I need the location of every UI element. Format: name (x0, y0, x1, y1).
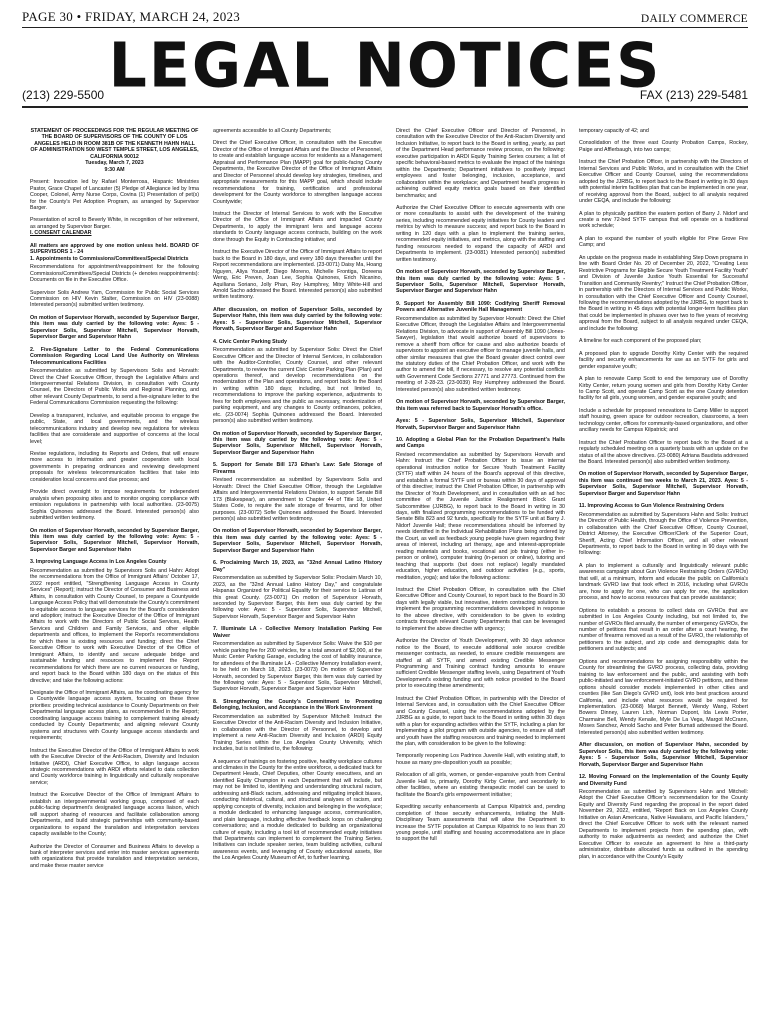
paragraph: A sequence of trainings on fostering positive, healthy workplace cultures and climates in the County for the entire workforce, a dedicated track for Department Heads, Chief Deputies, other County executives, and an identified Equity Champion in each Department that will include, but may not be limited to, identifying and understanding structural racism, addressing anti-Black racism, addressing and mitigating implicit biases, conducting historical, cultural, and structural analyses of racism, and applying concepts of diversity, inclusion and belonging in the workplace; a module dedicated to enhancing language access, communication, and plain language, including effective feedback loops on challenging conversations; and a module dedicated to building an organizational culture of equity, including a tool kit of recommended equity initiatives that Departments can implement to complement the Training Series. Initiatives can include speaker series, team building activities, cultural awareness events, and leveraging of County educational assets, like the Los Angeles County Museum of Art, to further learning. (213, 758, 382, 862)
paragraph: Designate the Office of Immigrant Affairs, as the coordinating agency for a Countywide language access system, focusing on these three priorities: providing technical assistance to County Departments on their Departmental language access plans, as recommended in the Report; coordinating language access training to complement training already conducted by County Departments; and aligning relevant County systems and structures with County language access standards and requirements; (30, 689, 199, 742)
paragraph: temporary capacity of 42; and (579, 128, 649, 134)
paragraph: Relocation of all girls, women, or gender-expansive youth from Central Juvenile Hall to, primarily, Dorothy Kirby Center, and secondarily to other facilities, where an existing therapeutic model can be used to facilitate the Board's girls empowerment initiative; (396, 772, 565, 798)
paragraph: Recommendation as submitted by Supervisor Solis: Waive the $10 per vehicle parking fee for 200 vehicles, for a total amount of $2,000, at the Music Center Parking Garage, excluding the cost of liability insurance, for attendees of the Illuminate LA - Collective Memory Installation event, to be held on March 18, 2023. (23-0073) On motion of Supervisor Horvath, seconded by Supervisor Barger, this item was duly carried by the following vote: Ayes: 5 - Supervisor Solis, Supervisor Mitchell, Supervisor Horvath, Supervisor Barger and Supervisor Hahn (213, 641, 382, 693)
fax-number: FAX (213) 229-5481 (639, 88, 748, 102)
column-4 (579, 128, 748, 1016)
vote-record: On motion of Supervisor Horvath, seconded by Supervisor Barger, this item was duly carried by the following vote: Ayes: 5 - Supervisor Solis, Supervisor Mitchell, Supervisor Horvath, Supervisor Barger and Supervisor Hahn (213, 430, 382, 456)
paragraph: An update on the progress made in establishing Step Down programs in line with Board Order No. 20 of December 20, 2022, "Creating Less Restrictive Programs for Eligible Secure Youth Treatment Facility Youth" and Division of Juvenile Justice Youth Essential for Successful Transition and Community Reentry;" Instruct the Chief Probation Officer, in partnership with the Directors of Internal Services and Public Works, in consultation with the Chief Executive Officer and County Counsel, following the recommendations adopted by the JJRBG, to report back to the Board in writing in 45 days with potential longer-term facilities plan that could be implemented in phases over two to five years of receiving approval from the Board, subject to all analysis required under CEQA, and include the following: (579, 254, 748, 332)
paragraph: Recommendation as submitted by Supervisors Hahn and Solis: Instruct the Director of Public Health, through the Office of Violence Prevention, in collaboration with the Chief Executive Officer, County Counsel, District Attorney, the Executive Officer/Clerk of the Superior Court, Sheriff, Acting Chief Information Officer, and all other relevant Departments, to report back to the Board in writing in 90 days with the following: (579, 511, 748, 557)
paragraph: Include a schedule for proposed renovations to Camp Miller to support staff housing, green space for outdoor recreation, classrooms, a teen technology center, offices for community-based organizations, and other ancillary needs for Campus Kilpatrick; and (579, 407, 748, 434)
paragraph: Instruct the Chief Probation Officer to report back to the Board at a regularly scheduled meeting on a quarterly basis with an update on the status of all the above directives. (23-0080) Adriana Baudista addressed the Board. Interested person(s) also submitted written testimony. (579, 439, 748, 466)
paragraph: Recommendation as submitted by Supervisor Mitchell: Instruct the Executive Director of the Anti-Racism Diversity and Inclusion Initiative, in collaboration with the Director of Personnel, to develop and implement a new Anti-Racism Diversity and Inclusion (ARDI) Equity Training Series within the Los Angeles County University, which includes, but is not limited to, the following: (213, 713, 382, 753)
paragraph: Authorize the Director of Consumer and Business Affairs to develop a bank of interpreter services and enter into master services agreements with organizations that provide translation and interpretation services, and make these master service (30, 843, 199, 869)
paragraph: Recommendation as submitted by Supervisors Solis and Horvath: Direct the Chief Executive Officer, through the Legislative Affairs and Intergovernmental Relations Division, in consultation with County Counsel, the Directors of Public Works and Regional Planning, and other relevant County Departments, to send a five-signature letter to the Federal Communications Commission requesting the following: (30, 368, 199, 407)
item-heading: 1. Appointments to Commissions/Committees/Special Districts (30, 255, 189, 262)
column-1 (30, 128, 199, 1016)
paragraph: All matters are approved by one motion unless held. BOARD OF SUPERVISORS 1 - 24 (30, 242, 199, 256)
paragraph: Instruct the Chief Probation Officer, in consultation with the Chief Executive Officer and County Counsel, to report back to the Board in 30 days with legally viable, but innovative, interim contracting solutions to implement the programming recommendations developed in response to the above directive, with consideration to be given to existing contracts through relevant County Departments that can be leveraged to implement the above directive with urgency; (396, 587, 565, 632)
item-heading: 3. Improving Language Access in Los Angeles County (30, 559, 167, 566)
paragraph: A plan to implement a culturally and linguistically relevant public awareness campaign about Gun Violence Restraining Orders (GVROs) that will, at a minimum, inform and educate the public on California's landmark GVRO law that took effect in 2016, including what GVROs are, how to apply for one, who can apply for one, the application process, and how to access resources that can provide assistance; (579, 562, 748, 602)
paragraph: Revise regulations, including its Reports and Orders, that will ensure more access to information and greater cooperation with local governments in preparing ordinances and reviewing development proposals for wireless telecommunication facilities that take into consideration local concerns and due process; and (30, 451, 199, 483)
paragraph: A plan to renovate Camp Scott to end the temporary use of Dorothy Kirby Center, return young women and girls from Dorothy Kirby Center to Camp Scott, and operate Camp Scott as the one County detention facility for all girls, young women, and gender expansive youth; and (579, 376, 748, 402)
section-title: LEGAL NOTICES (108, 30, 662, 102)
paragraph: Temporarily reopening Los Padrinos Juvenile Hall, with existing staff, to house as many pre-disposition youth as possible; (396, 753, 565, 766)
paragraph: Instruct the Executive Director of the Office of Immigrant Affairs to establish an intergovernmental working group, composed of each public-facing department's designated language access liaison, which will support sharing of resources and facilitate collaboration among Departments, and build strategic partnerships with community-based organizations to expand the translation and interpretation services capacity available to the County; (30, 792, 199, 838)
consent-calendar-heading: I. CONSENT CALENDAR (30, 230, 92, 237)
paragraph: Options and recommendations for assigning responsibility within the County for streamlining the GVRO process, collecting data, providing training to law enforcement and the public, and assisting with both public-initiated and law enforcement-initiated GVRO petitions, and these options should consider models implemented in other cities and counties (like San Diego's GVRO unit), look into best practices around California, and include what resources would be required for implementation. (23-0068) Margot Bennett, Wendy Wang, Robert Bowers Dinney, Lauren Lich, Norman Dupont, Ida Lewis Porter, Charmaine Bell, Wendy Kenaile, Myle De La Vega, Margot McCrann, Moses Sanchez, Arnold Sacho and Peter Bumati addressed the Board. Interested person(s) also submitted written testimony. (579, 658, 748, 736)
paragraph: Recommendation as submitted by Supervisor Solis: Direct the Chief Executive Officer and the Director of Internal Services, in collaboration with the Auditor-Controller, County Counsel, and other relevant Departments, to review the current Civic Center Parking Plan (Plan) and operations thereof, and develop recommendations on the modernization of the Plan and operations, and report back to the Board in writing within 180 days; including, but not limited to, recommendations to improve the parking experience, adjustments to fees for both employees and the public as necessary, modernization of parking equipment, and any changes to County ordinances, policies, etc. (23-0074) Sophia Quinones addressed the Board. Interested person(s) also submitted written testimony. (213, 347, 382, 425)
paragraph: Revised recommendation as submitted by Supervisors Horvath and Hahn: Instruct the Chief Probation Officer to issue an internal operational instruction notice for Secure Youth Treatment Facility (SYTF) staff within 24 hours of the Board's approval of this directive, and establish a formal SYTF unit or bureau within 30 days of approval of this directive; instruct the Chief Probation Officer, in partnership with the Director of Youth Development, and in consultation with an ad hoc committee of the Juvenile Justice Realignment Block Grant Subcommittee (JJRBG), to report back to the Board in writing in 30 days, with finalized programming recommendations to be funded with Senate Bills 823 and 92 funds, specifically for the SYTF unit at Barry J. Nidorf Juvenile Hall; these recommendations should be informed by needs identified in the Individual Rehabilitation Plans being ordered by the Court, as well as feedback young people have given regarding their areas of interest, including art therapy, age and interest-appropriate reading materials and books, vocational and job training (either in-person or online), computer training (in-person or online), tutoring and teaching that supports (but does not replace) legally mandated education, higher education, and outdoor activities (e.g., sports, meditation, yoga); and take the following actions: (396, 451, 565, 581)
item-heading: 8. Strengthening the County's Commitment to Promoting Belonging, Inclusion, and Acceptance in the Work Environment (213, 698, 382, 712)
item-heading: 6. Proclaiming March 19, 2023, as "32nd Annual Latino History Day" (213, 560, 382, 573)
paragraph: Present: Invocation led by Rafael Monterrosa, Hispanic Ministries Pastor, Grace Chapel of Lancaster (5) Pledge of Allegiance led by Irma Cooper, Colonel, Army Nurse Corps, Covina (1) Presentation of pet(s) for the County's Pet Adoption Program, as arranged by Supervisor Barger. (30, 179, 199, 211)
column-3 (396, 128, 565, 1016)
paragraph: Revised recommendation as submitted by Supervisors Solis and Horvath: Direct the Chief Executive Officer, through the Legislative Affairs and Intergovernmental Relations Division, to support Senate Bill 173 (Blakespear), an amendment to Chapter 44 of Title 18, United States Code, to require the safe storage of firearms, and for other purposes. (23-0072) Sofie Quinones addressed the Board. Interested person(s) also submitted written testimony. (213, 477, 382, 523)
vote-record: After discussion, on motion of Supervisor Hahn, seconded by Supervisor Solis, this item was duly carried by the following vote: Ayes: 5 - Supervisor Solis, Supervisor Mitchell, Supervisor Horvath, Supervisor Barger and Supervisor Hahn (579, 742, 748, 768)
page-header-bar (22, 8, 748, 28)
vote-record: On motion of Supervisor Horvath, seconded by Supervisor Barger, this item was duly carried by the following vote: Ayes: 5 - Supervisor Solis, Supervisor Mitchell, Supervisor Horvath, Supervisor Barger and Supervisor Hahn (396, 269, 565, 295)
paragraph: Supervisor Solis Andrew Yam, Commission for Public Social Services Commission on HIV Kevin Stalter, Commission on HIV (23-0088) Interested person(s) submitted written testimony. (30, 289, 199, 309)
paragraph: A proposed plan to upgrade Dorothy Kirby Center with the required facility and security enhancements for use as an SYTF for girls and gender expansive youth; (579, 350, 748, 370)
paragraph: Direct the Chief Executive Officer, in consultation with the Executive Director of the Office of Immigrant Affairs and the Director of Personnel, to create and establish language access for residents as a Management Appraisal and Performance Plan (MAPP) goal for public-facing County Departments, the Executive Director of the Office of Immigrant Affairs and Director of Personnel should develop key strategies, timelines, and appropriate measurements for this MAPP goal, which should include recommendations for training, certification and professional development for the County workforce to strengthen language access Countywide; (213, 140, 382, 205)
page-info: PAGE 30 • FRIDAY, MARCH 24, 2023 (22, 9, 241, 24)
paragraph: Consolidation of the three east County Probation Camps, Rockey, Paige and Afflerbaugh, into two camps; (579, 140, 748, 153)
paragraph: Authorize the Director of Youth Development, with 30 days advance notice to the Board, to execute additional sole source credible messenger contracts, as needed, to ensure credible messengers are staffed at all SYTF, and amend existing Credible Messenger Programming and Training contract funding amounts to ensure sufficient Credible Messenger staffing levels, using Department of Youth Development's existing funding and with notice provided to the Board prior to executing these amendments; (396, 638, 565, 690)
item-heading: 9. Support for Assembly Bill 1090: Codifying Sheriff Removal Powers and Alternative Juvenile Hall Management (396, 300, 565, 314)
paragraph: Instruct the Chief Probation Officer, in partnership with the Directors of Internal Services and Public Works, and in consultation with the Chief Executive Officer and County Counsel, using the recommendations adopted by the JJRBG, to report back to the Board in writing in 30 days with potential interim facilities plan that can be implemented in one year, of receiving approval from the Board, subject to all analysis required under CEQA, and include the following: (579, 159, 748, 205)
paragraph: Recommendation as submitted by Supervisor Horvath: Direct the Chief Executive Officer, through the Legislative Affairs and Intergovernmental Relations Division, to advocate in support of Assembly Bill 1090 (Jones-Sawyer), legislation that would authorize board of supervisors to remove a sheriff from office for cause and also authorize boards of supervisors to appoint an executive officer to manage juvenile halls, and other similar measures that give the Board greater direct control over the statutory duties of the Chief Probation Officer, and work with the author to amend the bill, if necessary, to resolve any potential conflicts with Government Code Sections 27771 and 27773. Continued from the meeting of 2-28-23. (23-0039) Roy Humphrey addressed the Board. Interested person(s) also submitted written testimony. (396, 315, 565, 393)
paragraph: Develop a transparent, inclusive, and equitable process to engage the public, State, and local governments, and the wireless telecommunications industry and develop new regulations for wireless facilities that are considerate and supportive of concerns at the local level; (30, 412, 199, 445)
paragraph: Instruct the Chief Probation Officer, in partnership with the Director of Internal Services and, in consultation with the Chief Executive Officer and County Counsel, using the recommendations adopted by the JJRBG as a guide, to report back to the Board in writing within 30 days with a plan for expanding activities within the SYTF, including a plan for implementing a pilot program with outside agencies, to ensure all staff and youth have the staffing resources and training needed to implement the plan, with consideration to be given to the following: (396, 695, 565, 747)
vote-record: On motion of Supervisor Horvath, seconded by Supervisor Barger, this item was continued two weeks to March 21, 2023. Ayes: 5 - Supervisor Solis, Supervisor Mitchell, Supervisor Horvath, Supervisor Barger and Supervisor Hahn (579, 471, 748, 497)
paragraph: Recommendations for appointment/reappointment for the following Commissions/Committees/Special Districts (+ denotes reappointments): Documents on file in the Executive Office. (30, 264, 199, 284)
meeting-date: Tuesday, March 7, 2023 (85, 160, 144, 167)
vote-record: On motion of Supervisor Horvath, seconded by Supervisor Barger, this item was duly carried by the following vote: Ayes: 5 - Supervisor Solis, Supervisor Mitchell, Supervisor Horvath, Supervisor Barger and Supervisor Hahn (213, 528, 382, 554)
vote-record: Ayes: 5 - Supervisor Solis, Supervisor Mitchell, Supervisor Horvath, Supervisor Barger and Supervisor Hahn (396, 418, 565, 431)
proceedings-heading: STATEMENT OF PROCEEDINGS FOR THE REGULAR MEETING OF THE BOARD OF SUPERVISORS OF THE COUNTY OF LOS ANGELES HELD IN ROOM 381B OF THE KENNETH HAHN HALL OF ADMINISTRATION 500 WEST TEMPLE STREET, LOS ANGELES, CALIFORNIA 90012 (30, 128, 199, 160)
item-heading: 11. Improving Access to Gun Violence Restraining Orders (579, 503, 725, 510)
item-heading: 7. Illuminate LA - Collective Memory Installation Parking Fee Waiver (213, 626, 382, 639)
vote-record: On motion of Supervisor Horvath, seconded by Supervisor Barger, this item was duly carried by the following vote: Ayes: 5 - Supervisor Solis, Supervisor Mitchell, Supervisor Horvath, Supervisor Barger and Supervisor Hahn (30, 527, 199, 553)
paragraph: agreements accessible to all County Departments; (213, 128, 332, 134)
vote-record: On motion of Supervisor Horvath, seconded by Supervisor Barger, this item was referred back to Supervisor Horvath's office. (396, 399, 565, 412)
item-heading: 5. Support for Senate Bill 173 Ethan's Law: Safe Storage of Firearms (213, 462, 382, 475)
paragraph: Instruct the Executive Director of the Office of Immigrant Affairs to work with the Executive Director of the Anti-Racism, Diversity and Inclusion Initiative (ARDI), Chief Executive Office, to align language access strategic recommendations with ARDI efforts related to data collection and County workforce training in linguistically and culturally responsive service; (30, 747, 199, 786)
paper-name: DAILY COMMERCE (640, 13, 748, 25)
column-2 (213, 128, 382, 1016)
notice-columns (30, 128, 748, 1016)
paragraph: Instruct the Executive Director of the Office of Immigrant Affairs to report back to the Board in 180 days, and every 180 days thereafter until the Report recommendations are implemented. (23-0071) Daisy Ma, Hoang Nguyen, Aliya Yousoff, Diego Moreno, Michelle Frontiga, Doreena Weng, Eric Preven, Joan Lee, Sophia Quinones, Erich Nicanino, Aquiliana Soriano, Jolly Phan, Roy Humphrey, Mitry White-Hill and Arnold Sacho addressed the Board. Interested person(s) also submitted written testimony. (213, 249, 382, 301)
paragraph: A plan to expand the number of youth eligible for Pine Grove Fire Camp; and (579, 235, 748, 249)
item-heading: 12. Moving Forward on the Implementation of the County Equity and Diversity Fund (579, 774, 748, 787)
paragraph: Expediting security enhancements at Campus Kilpatrick and, pending completion of those security enhancements, initiating the Multi-Disciplinary Team assessments that will allow the Department to increase the SYTF population at Campus Kilpatrick to no less than 20 young people, until staffing and housing accommodations are in place to support the full (396, 804, 565, 843)
paragraph: A plan to physically partition the eastern portion of Barry J. Nidorf and create a new 72-bed SYTF campus that will operate on a traditional work schedule; (579, 210, 748, 230)
item-heading: 4. Civic Center Parking Study (213, 338, 287, 345)
paragraph: Options to establish a process to collect data on GVROs that are submitted in Los Angeles County including, but not limited to, the number of GVROs filed annually, the number of emergency GVROs, the number of petitions that result in an order after a court hearing, the number of firearms removed as a result of the GVRO, the relationship of petitioners to the subject, and zip code and demographic data for petitioners and subjects; and (579, 607, 748, 653)
paragraph: Presentation of scroll to Beverly White, in recognition of her retirement, as arranged by Supervisor Barger. (30, 217, 199, 230)
paragraph: Recommendation as submitted by Supervisor Solis: Proclaim March 10, 2023, as the "32nd Annual Latino History Day," and congratulate Hispanas Organized for Political Equality for their service to Latinas of this great County. (23-0071) On motion of Supervisor Horvath, seconded by Supervisor Barger, this item was duly carried by the following vote: Ayes: 5 - Supervisor Solis, Supervisor Mitchell, Supervisor Horvath, Supervisor Barger and Supervisor Hahn (213, 575, 382, 620)
paragraph: Recommendation as submitted by Supervisors Hahn and Mitchell: Adopt the Chief Executive Officer's recommendation for the County Equity and Diversity Fund regarding the proposal in the report dated November 29, 2022, entitled, "Report Back on Los Angeles County Initiative on Asian Americans, Native Hawaiians, and Pacific Islanders," direct the Chief Executive Officer to work with the relevant named Departments to implement projects from the spending plan, with authority to make adjustments as needed; and authorize the Chief Executive Officer to execute an agreement to hire a third-party administrator, distribute allocated funds as outlined in the spending plan, in accordance with the County's Equity (579, 788, 748, 860)
vote-record: After discussion, on motion of Supervisor Solis, seconded by Supervisor Hahn, this item was duly carried by the following vote: Ayes: 5 - Supervisor Solis, Supervisor Mitchell, Supervisor Horvath, Supervisor Barger and Supervisor Hahn (213, 306, 382, 333)
paragraph: Direct the Chief Executive Officer and Director of Personnel, in consultation with the Executive Director of the Anti-Racism Diversity and Inclusion Initiative, to report back to the Board in writing, yearly, as part of the Department Head performance review process, on the following: executive participation in ARDI Equity Training Series courses; a list of specific behavioral-based metrics to evaluate the impact of the trainings within the Departments; Department initiatives to positively impact employees and foster belonging, inclusion, acceptance, and collaboration within the workplace; and Department head's progress in achieving outlined equity metrics goals based on their identified benchmarks; and (396, 128, 565, 199)
meeting-time: 9:30 AM (104, 166, 125, 173)
paragraph: Instruct the Director of Internal Services to work with the Executive Director of the Office of Immigrant Affairs and impacted County Departments, to apply the immigrant lens and language access standards to County language access contracts, building on the work done through the Equity in Contracting initiative; and (213, 210, 382, 243)
phone-number: (213) 229-5500 (22, 88, 105, 102)
masthead (22, 30, 748, 108)
item-heading: 2. Five-Signature Letter to the Federal Communications Commission Regarding Local Land Use Authority on Wireless Telecommunications Facilities (30, 346, 199, 366)
paragraph: Recommendation as submitted by Supervisors Solis and Hahn: Adopt the recommendations from the Office of Immigrant Affairs' October 17, 2022 report entitled, "Strengthening Language Access in County Services" (Report); instruct the Director of Consumer and Business and Affairs, in consultation with County Counsel, to prepare a Countywide Language Access Policy that will demonstrate the County's commitment to equitable access to language services for the Board's consideration and adoption; instruct the Executive Director of the Office of Immigrant Affairs to work with the Directors of Public Social Services, Health Services and Children and Family Services, and other eligible departments and offices, to implement the Report's recommendations for which there is existing resources and funding; direct the Chief Executive Officer to work with Executive Director of the Office of Immigrant Affairs, to identify and secure adequate bridge and sustainable funding and resources to implement the Report recommendations for which there are no current resources or funding, and report back to the Board within 180 days on the status of this directive; and take the following actions: (30, 567, 199, 684)
item-heading: 10. Adopting a Global Plan for the Probation Department's Halls and Camps (396, 437, 565, 450)
vote-record: On motion of Supervisor Horvath, seconded by Supervisor Barger, this item was duly carried by the following vote: Ayes: 5 - Supervisor Solis, Supervisor Mitchell, Supervisor Horvath, Supervisor Barger and Supervisor Hahn (30, 314, 199, 341)
paragraph: A timeline for each component of the proposed plan; (579, 338, 702, 345)
paragraph: Provide direct oversight to impose requirements for independent analysis when proposing sites and to monitor ongoing compliance with emission regulations in partnership with local authorities. (23-0075) Sophia Quinones addressed the Board. Interested person(s) also submitted written testimony. (30, 489, 199, 522)
paragraph: Authorize the Chief Executive Officer to execute agreements with one or more consultants to assist with the development of the training series, including recommended equity initiatives for County leaders and metrics by which to measure success; and report back to the Board in writing in 120 days with a plan to implement the training series, recommended equity initiatives, and metrics, along with the staffing and funding resources needed to expand the capacity of ARDI and Departments to implement. (23-0081) Interested person(s) submitted written testimony. (396, 204, 565, 263)
